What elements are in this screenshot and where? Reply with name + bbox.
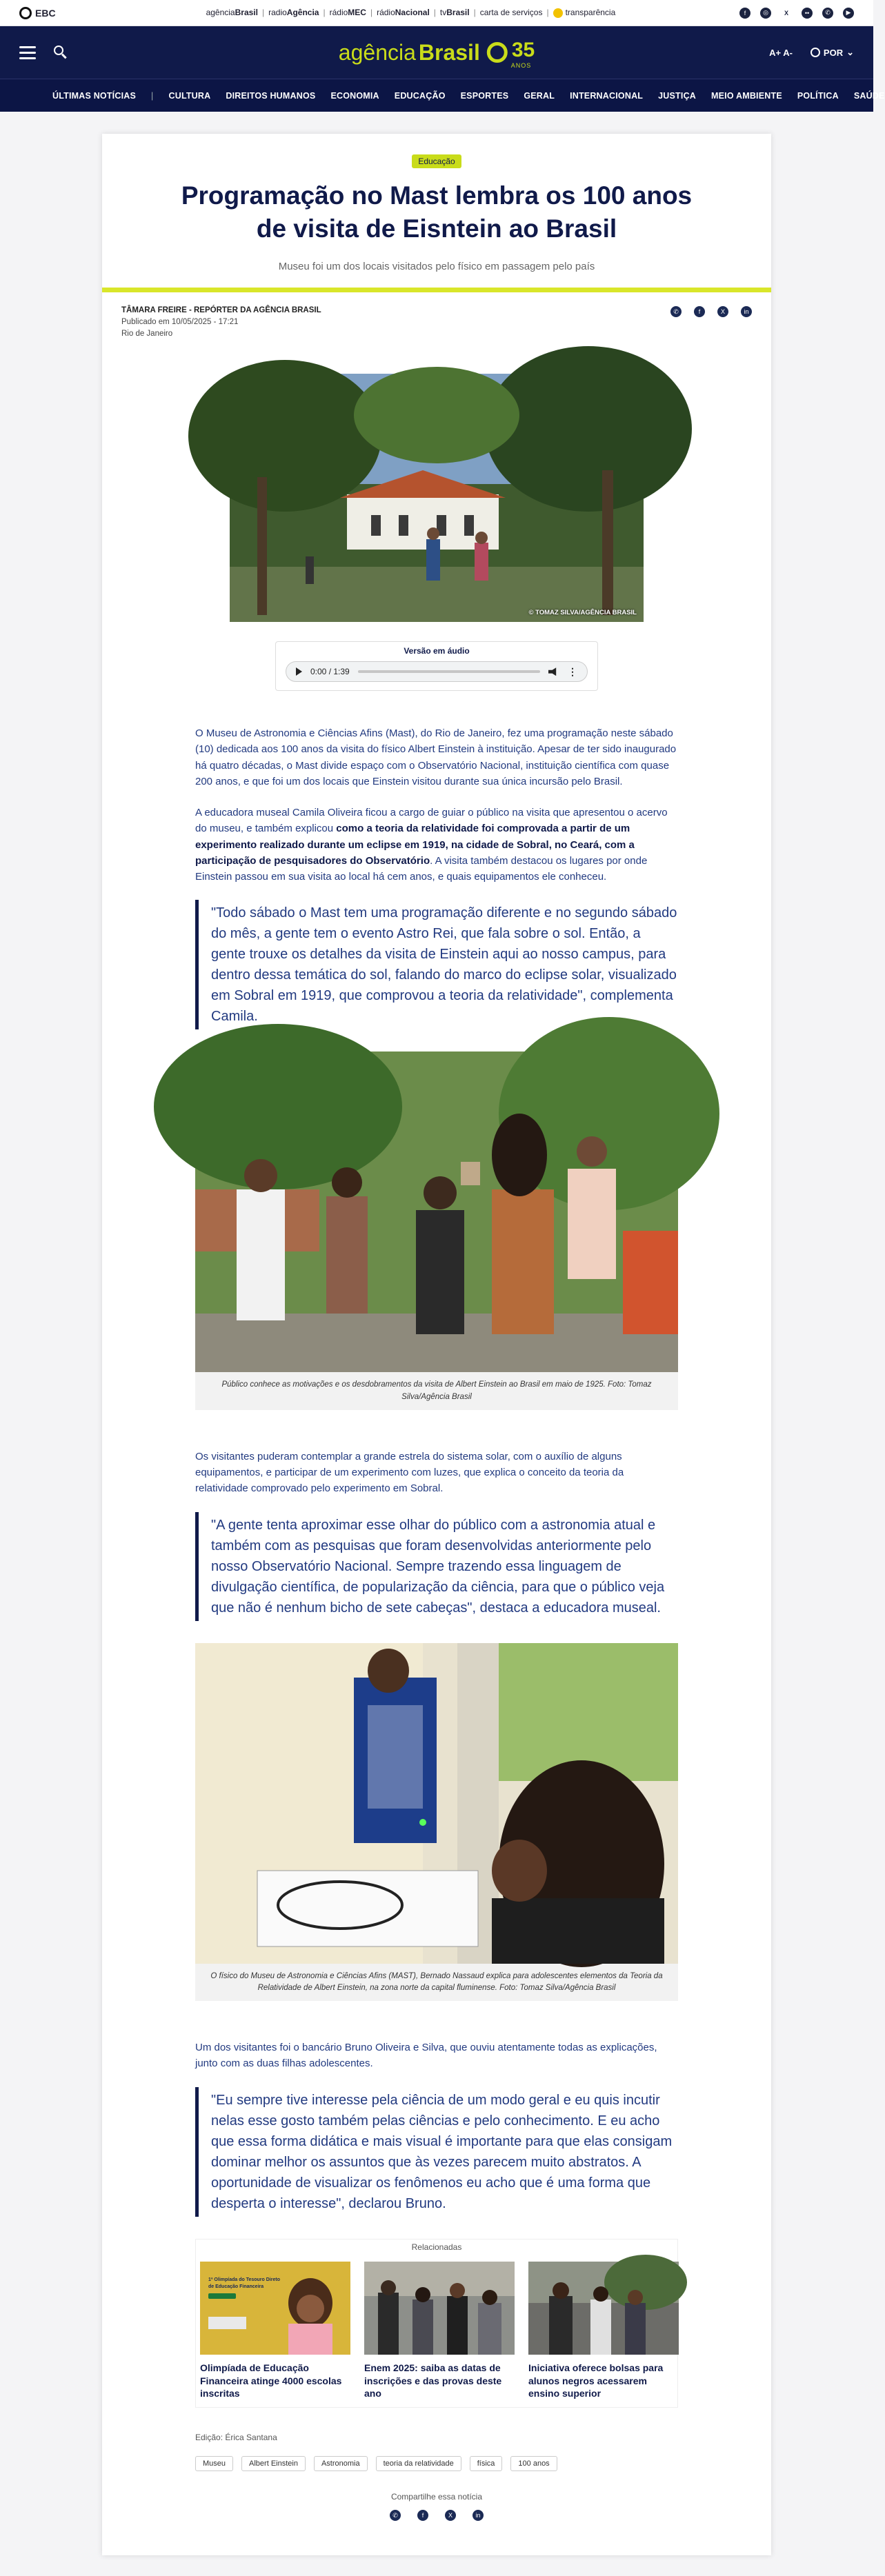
link-agencia-brasil[interactable]: agênciaBrasil <box>206 8 258 18</box>
paragraph: O Museu de Astronomia e Ciências Afins (Mast), do Rio de Janeiro, fez uma programação neste sábado (10) dedicada aos 100 anos da visita do físico Albert Einstein à instituição. Apesar de ter sido inaugurado há quatro décadas, o Mast divide espaço com o Observatório Nacional, instituição científica com quase 200 anos, e que foi um dos locais que Einstein visitou durante sua única incursão pelo Brasil. <box>195 727 677 787</box>
nav-justica[interactable]: JUSTIÇA <box>658 90 697 101</box>
accent-divider <box>102 288 771 292</box>
related-thumbnail <box>528 2262 679 2355</box>
tag[interactable]: Astronomia <box>314 2456 368 2471</box>
ebc-top-bar <box>0 0 873 26</box>
social-links-top <box>739 8 854 19</box>
related-item[interactable] <box>200 2262 350 2401</box>
nav-internacional[interactable]: INTERNACIONAL <box>570 90 644 101</box>
x-icon[interactable]: X <box>717 306 728 317</box>
article-card <box>102 134 771 2555</box>
site-header <box>0 26 873 79</box>
x-icon[interactable]: X <box>445 2510 456 2521</box>
museum-garden-photo <box>230 374 644 622</box>
nav-meio-ambiente[interactable]: MEIO AMBIENTE <box>711 90 782 101</box>
facebook-icon[interactable]: f <box>739 8 750 19</box>
menu-icon[interactable] <box>19 46 36 59</box>
pull-quote: "Todo sábado o Mast tem uma programação diferente e no segundo sábado do mês, a gente tem o evento Astro Rei, que fala sobre o sol. Então, a gente trouxe os detalhes da visita de Einstein aqui ao nosso campus, para dentro dessa temática do sol, falando do marco do eclipse solar, visualizado em Sobral em 1919, que comprovou a teoria da relatividade", complementa Camila. <box>195 900 678 1029</box>
facebook-icon[interactable]: f <box>417 2510 428 2521</box>
category-badge[interactable]: Educação <box>412 154 461 168</box>
olympiad-poster-art <box>200 2262 350 2355</box>
figure-visitors <box>195 1051 678 1410</box>
font-increase-button[interactable]: A+ <box>769 47 782 58</box>
related-title[interactable]: Olimpíada de Educação Financeira atinge 4000 escolas inscritas <box>200 2362 342 2399</box>
experiment-photo[interactable] <box>195 1643 678 1964</box>
share-bottom <box>195 2492 678 2521</box>
audio-player[interactable] <box>286 661 588 682</box>
tag[interactable]: Museu <box>195 2456 233 2471</box>
instagram-icon[interactable]: ◎ <box>760 8 771 19</box>
photo-caption: O físico do Museu de Astronomia e Ciências Afins (MAST), Bernado Nassaud explica para adolescentes elementos da Teoria da Relatividade de Albert Einstein, na zona norte da capital fluminense. Foto: Tomaz Silva/Agência Brasil <box>195 1964 678 2002</box>
edition-credit: Edição: Érica Santana <box>195 2433 277 2443</box>
tag[interactable]: teoria da relatividade <box>376 2456 461 2471</box>
ebc-network-links: agênciaBrasil | radioAgência | rádioMEC | rádioNacional | tvBrasil | carta de serviços | transparência <box>206 8 616 18</box>
flickr-icon[interactable]: •• <box>802 8 813 19</box>
font-decrease-button[interactable]: A- <box>783 47 793 58</box>
globe-icon <box>811 48 820 57</box>
play-icon[interactable] <box>296 667 302 676</box>
students-art <box>528 2262 679 2355</box>
article-meta <box>102 292 771 339</box>
linkedin-icon[interactable]: in <box>473 2510 484 2521</box>
tag[interactable]: física <box>470 2456 503 2471</box>
link-carta-servicos[interactable]: carta de serviços <box>479 8 543 18</box>
article-body <box>195 725 678 2521</box>
related-title[interactable]: Enem 2025: saiba as datas de inscrições e das provas deste ano <box>364 2362 502 2399</box>
link-tv-brasil[interactable]: tvBrasil <box>439 8 470 18</box>
published-date: Publicado em 10/05/2025 - 17:21 <box>121 317 239 326</box>
audio-progress-track[interactable] <box>358 670 540 673</box>
ring-icon <box>487 42 508 63</box>
header-tools <box>769 47 854 58</box>
related-heading: Relacionadas <box>411 2242 462 2252</box>
x-icon[interactable]: X <box>784 9 788 17</box>
agencia-brasil-logo[interactable]: agência Brasil 35 ANOS <box>339 37 535 69</box>
visitors-photo-art <box>195 1051 678 1372</box>
hero-image[interactable] <box>230 374 644 622</box>
related-thumbnail <box>200 2262 350 2355</box>
youtube-icon[interactable]: ▶ <box>843 8 854 19</box>
facebook-icon[interactable]: f <box>694 306 705 317</box>
tag[interactable]: 100 anos <box>510 2456 557 2471</box>
font-size-controls <box>769 48 793 58</box>
poster-text: 1ª Olimpíada do Tesouro Direto <box>208 2277 280 2282</box>
nav-educacao[interactable]: EDUCAÇÃO <box>394 90 446 101</box>
nav-economia[interactable]: ECONOMIA <box>330 90 379 101</box>
experiment-photo-art <box>195 1643 678 1964</box>
related-title[interactable]: Iniciativa oferece bolsas para alunos negros acessarem ensino superior <box>528 2362 664 2399</box>
related-item[interactable] <box>528 2262 679 2401</box>
paragraph: A educadora museal Camila Oliveira ficou a cargo de guiar o público na visita que apresentou o acervo do museu, e também explicou como a teoria da relatividade foi comprovada a partir de um experimento realizado durante um eclipse em 1919, na cidade de Sobral, no Ceará, com a participação de pesquisadores do Observatório. A visita também destacou os lugares por onde Einstein passou em sua visita ao local há cem anos, e quais equipamentos ele conheceu. <box>195 807 668 883</box>
whatsapp-icon[interactable]: ✆ <box>822 8 833 19</box>
audio-title: Versão em áudio <box>404 646 470 656</box>
linkedin-icon[interactable]: in <box>741 306 752 317</box>
related-articles <box>195 2239 678 2408</box>
share-top <box>670 306 752 339</box>
audio-time: 0:00 / 1:39 <box>310 667 350 677</box>
poster-text: de Educação Financeira <box>208 2284 264 2289</box>
related-item[interactable] <box>364 2262 515 2401</box>
nav-ultimas-noticias[interactable]: ÚLTIMAS NOTÍCIAS <box>52 90 137 101</box>
figure-experiment <box>195 1643 678 2002</box>
article-title: Programação no Mast lembra os 100 anos de visita de Eisntein ao Brasil <box>181 181 693 243</box>
tag-list <box>195 2456 678 2471</box>
ebc-logo[interactable]: EBC <box>19 7 56 19</box>
ebc-ring-icon <box>19 7 32 19</box>
nav-direitos-humanos[interactable]: DIREITOS HUMANOS <box>226 90 316 101</box>
location: Rio de Janeiro <box>121 329 173 338</box>
share-label: Compartilhe essa notícia <box>390 2492 483 2502</box>
search-icon[interactable] <box>54 46 68 59</box>
related-thumbnail <box>364 2262 515 2355</box>
language-selector[interactable]: POR ⌄ <box>811 47 854 58</box>
nav-saude[interactable]: SAÚDE <box>853 90 885 101</box>
paragraph: Os visitantes puderam contemplar a grande estrela do sistema solar, com o auxílio de alguns equipamentos, e participar de um experimento com luzes, que explica o conceito da teoria da relatividade comprovado pelo experimento em Sobral. <box>195 1450 624 1495</box>
nav-cultura[interactable]: CULTURA <box>168 90 211 101</box>
audio-version <box>275 641 598 691</box>
paragraph: Um dos visitantes foi o bancário Bruno Oliveira e Silva, que ouviu atentamente todas as explicações, junto com as duas filhas adolescentes. <box>195 2042 657 2070</box>
photo-caption: Público conhece as motivações e os desdobramentos da visita de Albert Einstein ao Brasil em maio de 1925. Foto: Tomaz Silva/Agência Brasil <box>195 1372 678 1410</box>
nav-geral[interactable]: GERAL <box>524 90 555 101</box>
enem-crowd-art <box>364 2262 515 2355</box>
visitors-photo[interactable] <box>195 1051 678 1372</box>
nav-politica[interactable]: POLÍTICA <box>797 90 839 101</box>
pull-quote: "A gente tenta aproximar esse olhar do público com a astronomia atual e também com as pesquisas que foram desenvolvidas anteriormente pelo nosso Observatório Nacional. Sempre trazendo essa linguagem de divulgação científica, de popularização da ciência, para que o público veja que não é nenhum bicho de sete cabeças", destaca a educadora museal. <box>195 1512 678 1621</box>
tag[interactable]: Albert Einstein <box>241 2456 306 2471</box>
whatsapp-icon[interactable]: ✆ <box>670 306 682 317</box>
transparency-icon <box>553 8 563 18</box>
link-radio-nacional[interactable]: rádioNacional <box>377 8 430 18</box>
anniversary-badge: 35 ANOS <box>487 37 535 69</box>
author[interactable]: TÂMARA FREIRE - REPÓRTER DA AGÊNCIA BRASIL <box>121 306 321 315</box>
pull-quote: "Eu sempre tive interesse pela ciência de um modo geral e eu quis incutir nelas esse gosto também pelas ciências e pelo conhecimento. E eu acho que essa forma didática e mais visual é importante para que elas consigam dominar melhor os assuntos que às vezes parecem muito abstratos. A oportunidade de visualizar os fenômenos eu acho que é uma forma que desperta o interesse", declarou Bruno. <box>195 2087 678 2217</box>
article-subtitle: Museu foi um dos locais visitados pelo físico em passagem pelo país <box>278 261 595 273</box>
link-radio-mec[interactable]: rádioMEC <box>329 8 366 18</box>
whatsapp-icon[interactable]: ✆ <box>390 2510 401 2521</box>
more-options-icon[interactable]: ⋮ <box>568 665 577 677</box>
volume-icon[interactable] <box>548 667 559 676</box>
photo-credit: © TOMAZ SILVA/AGÊNCIA BRASIL <box>528 609 637 617</box>
main-nav: ÚLTIMAS NOTÍCIAS | CULTURA DIREITOS HUMANOS ECONOMIA EDUCAÇÃO ESPORTES GERAL INTERNACIONAL JUSTIÇA MEIO AMBIENTE POLÍTICA SAÚDE <box>0 79 873 112</box>
link-radio-agencia[interactable]: radioAgência <box>268 8 319 18</box>
link-transparencia[interactable]: transparência <box>553 8 616 18</box>
chevron-down-icon: ⌄ <box>846 47 854 57</box>
nav-esportes[interactable]: ESPORTES <box>460 90 509 101</box>
